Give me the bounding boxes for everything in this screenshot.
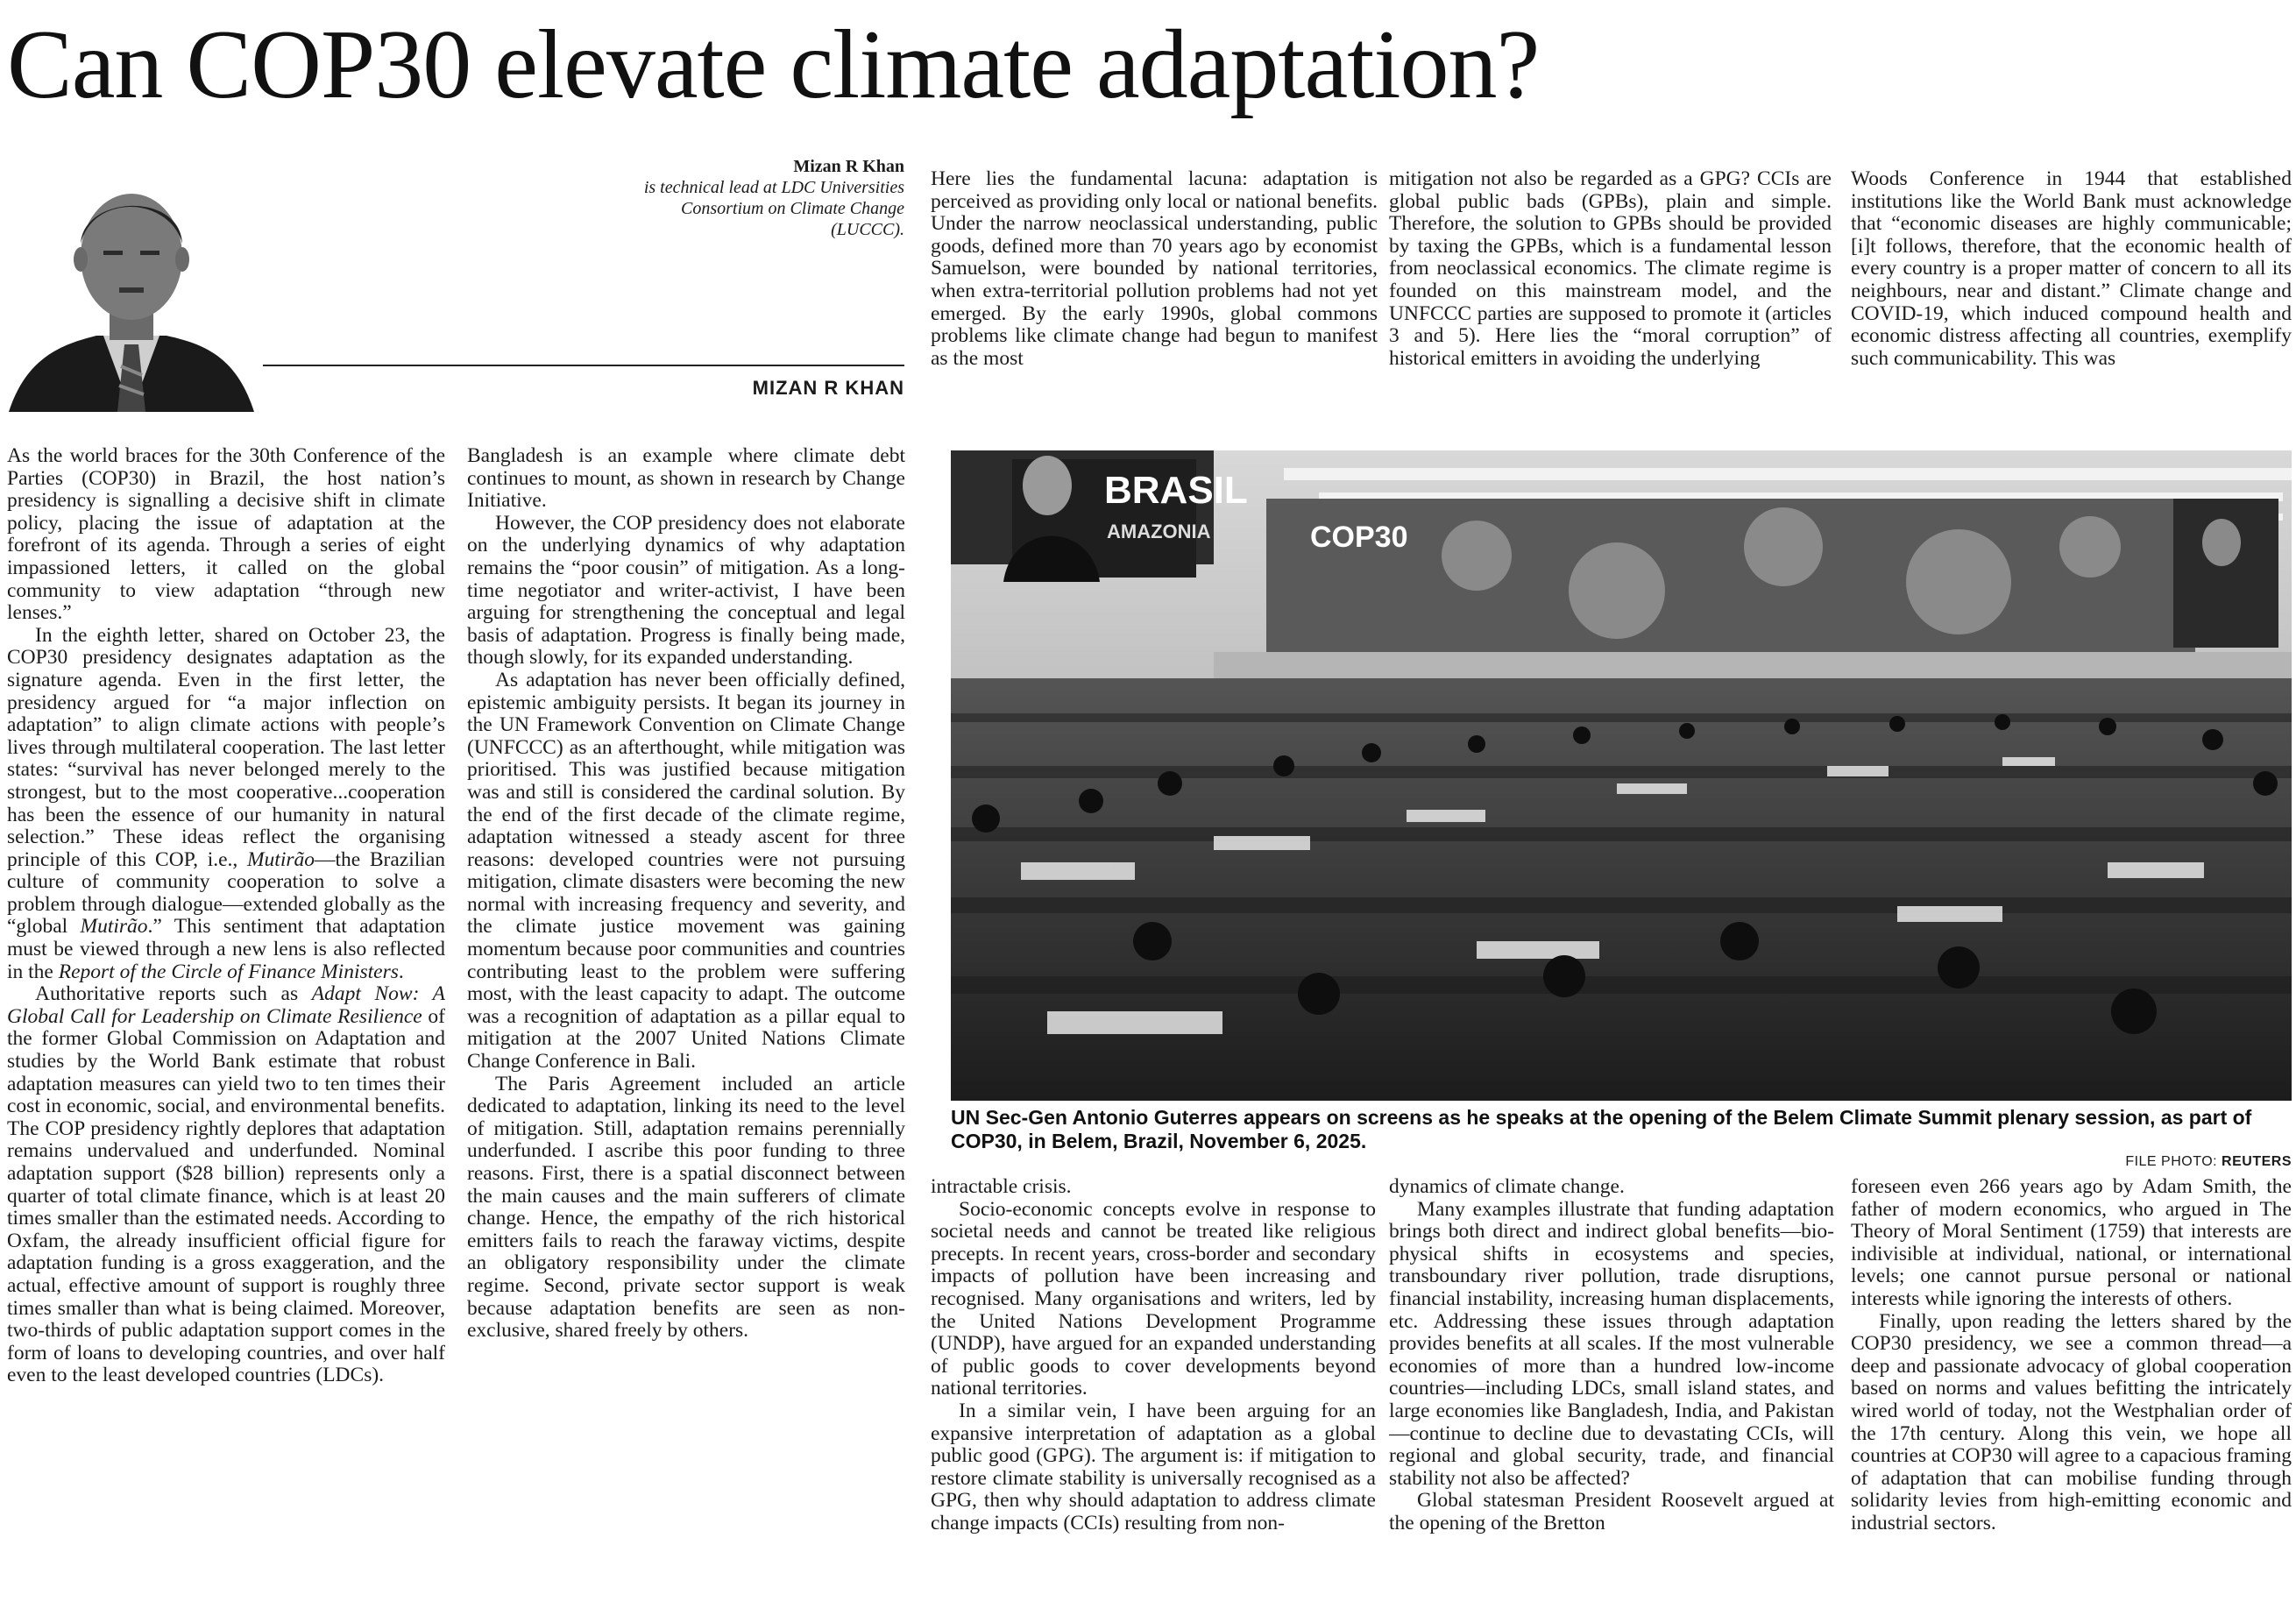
column-4	[1389, 1176, 1834, 1618]
paragraph: In a similar vein, I have been arguing for an expansive interpretation of adaptation as a global public good (GPG). The argument is: if mitigation to restore climate stability is universally recognised as a GPG, then why should adaptation to address climate change impacts (CCIs) resulting from non-	[931, 1399, 1376, 1534]
paragraph: Authoritative reports such as Adapt Now: A Global Call for Leadership on Climate Resilience of the former Global Commission on Adaptation and studies by the World Bank estimate that robust adaptation measures can yield two to ten times their cost in economic, social, and environmental benefits. The COP presidency rightly deplores that adaptation remains undervalued and underfunded. Nominal adaptation support ($28 billion) represents only a quarter of total climate finance, which is at least 20 times smaller than the estimated needs. According to Oxfam, the already insufficient official figure for adaptation funding is a gross exaggeration, and the actual, effective amount of support is roughly three times smaller than what is being claimed. Moreover, two-thirds of public adaptation support comes in the form of loans to developing countries, and over half even to the least developed countries (LDCs).	[7, 982, 445, 1387]
column-3	[931, 1176, 1376, 1618]
paragraph: As adaptation has never been officially defined, epistemic ambiguity persists. It began its journey in the UN Framework Convention on Climate Change (UNFCCC) as an afterthought, while mitigation was prioritised. This was justified because mitigation was and still is considered the cardinal solution. By the end of the first decade of the climate regime, adaptation witnessed a steady ascent for three reasons: developed countries were not pursuing mitigation, climate disasters were becoming the new normal with increasing frequency and severity, and the climate justice movement was gaining momentum because poor communities and countries contributing least to the problem were suffering most, with the least capacity to adapt. The outcome was a recognition of adaptation as a pillar equal to mitigation at the 2007 United Nations Climate Change Conference in Bali.	[467, 668, 905, 1074]
credit-label: FILE PHOTO:	[2125, 1154, 2218, 1169]
top-column-2	[1389, 168, 1832, 418]
paragraph: Socio-economic concepts evolve in response to societal needs and cannot be treated like religious precepts. In recent years, cross-border and secondary impacts of pollution have been increasing and recognised. Many organisations and writers, led by the United Nations Development Programme (UNDP), have argued for an expanded understanding of public goods to cover developments beyond national territories.	[931, 1197, 1376, 1400]
paragraph: Finally, upon reading the letters shared by the COP30 presidency, we see a common thread—a deep and passionate advocacy of global cooperation based on norms and values befitting the intricately wired world of today, not the Westphalian order of the 17th century. Along this vein, we hope all countries at COP30 will agree to a capacious framing of adaptation that can mobilise funding through solidarity levies from high-emitting economic and industrial sectors.	[1851, 1309, 2292, 1534]
paragraph: foreseen even 266 years ago by Adam Smith, the father of modern economics, who argued in The Theory of Moral Sentiment (1759) that interests are indivisible at individual, national, or international levels; one cannot pursue personal or national interests while ignoring the interests of others.	[1851, 1176, 2292, 1310]
top-column-3	[1851, 168, 2292, 418]
conference-photo	[951, 450, 2292, 1101]
paragraph: Bangladesh is an example where climate debt continues to mount, as shown in research by Change Initiative.	[467, 445, 905, 513]
screen-label-brasil: BRASIL	[1104, 469, 1248, 512]
paragraph: dynamics of climate change.	[1389, 1176, 1625, 1198]
photo-credit	[2125, 1154, 2292, 1170]
column-5	[1851, 1176, 2292, 1618]
column-2	[467, 445, 905, 1616]
paragraph: Many examples illustrate that funding adaptation brings both direct and indirect global benefits—bio-physical shifts in ecosystems and species, transboundary river pollution, trade disruptions, financial instability, increasing human displacements, etc. Addressing these issues through adaptation provides benefits at all scales. If the most vulnerable economies of more than a hundred low-income countries—including LDCs, small island states, and large economies like Bangladesh, India, and Pakistan—continue to decline due to devastating CCIs, will regional and global security, trade, and financial stability not also be affected?	[1389, 1197, 1834, 1490]
top-column-1	[931, 168, 1378, 418]
screen-label-amazonia: AMAZONIA	[1107, 521, 1211, 542]
paragraph: intractable crisis.	[931, 1176, 1072, 1198]
byline-block	[0, 156, 911, 412]
paragraph: Woods Conference in 1944 that established institutions like the World Bank must acknowledge that “economic diseases are highly communicable; [i]t follows, therefore, that the economic health of every country is a proper matter of concern to all its neighbours, near and distant.” Climate change and COVID-19, which induced compound health and economic distress affecting all countries, exemplify such communicability. This was	[1851, 168, 2292, 370]
paragraph: The Paris Agreement included an article dedicated to adaptation, linking its need to the level of mitigation. Still, adaptation remains perennially underfunded. I ascribe this poor funding to three reasons. First, there is a spatial disconnect between the main causes and the main sufferers of climate change. Hence, the empathy of the rich historical emitters fails to reach the faraway victims, despite an obligatory responsibility under the climate regime. Second, private sector support is weak because adaptation benefits are seen as non-exclusive, shared freely by others.	[467, 1072, 905, 1343]
author-blurb	[615, 156, 904, 240]
paragraph: Here lies the fundamental lacuna: adaptation is perceived as providing only local or national benefits. Under the narrow neoclassical understanding, public goods, defined more than 70 years ago by economist Samuelson, were bounded by national territories, when extra-territorial pollution problems had not yet emerged. By the early 1990s, global commons problems like climate change had begun to manifest as the most	[931, 168, 1378, 370]
byline-rule	[263, 365, 904, 366]
screen-label-cop30: COP30	[1310, 521, 1408, 554]
headline: Can COP30 elevate climate adaptation?	[7, 11, 1540, 119]
author-name: Mizan R Khan	[793, 157, 904, 176]
column-1	[7, 445, 445, 1616]
paragraph: As the world braces for the 30th Conference of the Parties (COP30) in Brazil, the host nation’s presidency is signalling a decisive shift in climate policy, placing the issue of adaptation at the forefront of its agenda. Through a series of eight impassioned letters, it called on the global community to view adaptation “through new lenses.”	[7, 445, 445, 625]
author-role: is technical lead at LDC Universities Consortium on Climate Change (LUCCC).	[643, 178, 904, 239]
paragraph: mitigation not also be regarded as a GPG? CCIs are global public bads (GPBs), plain and simple. Therefore, the solution to GPBs should be provided by taxing the GPBs, which is a fundamental lesson from neoclassical economics. The climate regime is founded on this mainstream model, and the UNFCCC parties are supposed to promote it (articles 3 and 5). Here lies the “moral corruption” of historical emitters in avoiding the underlying	[1389, 168, 1832, 370]
credit-source: REUTERS	[2222, 1154, 2292, 1169]
paragraph: Global statesman President Roosevelt argued at the opening of the Bretton	[1389, 1489, 1834, 1534]
paragraph: In the eighth letter, shared on October 23, the COP30 presidency designates adaptation as the signature agenda. Even in the first letter, the presidency argued for “a major inflection on adaptation” to align climate actions with people’s lives through multilateral cooperation. The last letter states: “survival has never belonged merely to the strongest, but to the most cooperative...cooperation has been the essence of our humanity in natural selection.” These ideas reflect the organising principle of this COP, i.e., Mutirão—the Brazilian culture of community cooperation to solve a problem through dialogue—extended globally as the “global Mutirão.” This sentiment that adaptation must be viewed through a new lens is also reflected in the Report of the Circle of Finance Ministers.	[7, 623, 445, 983]
paragraph: However, the COP presidency does not elaborate on the underlying dynamics of why adaptation remains the “poor cousin” of mitigation. As a long-time negotiator and writer-activist, I have been arguing for strengthening the conceptual and legal basis of adaptation. Progress is finally being made, though slowly, for its expanded understanding.	[467, 511, 905, 670]
author-portrait	[0, 156, 263, 412]
byline-name: MIZAN R KHAN	[752, 377, 904, 399]
photo-caption: UN Sec-Gen Antonio Guterres appears on screens as he speaks at the opening of the Belem Climate Summit plenary session, as part of COP30, in Belem, Brazil, November 6, 2025.	[951, 1106, 2252, 1152]
